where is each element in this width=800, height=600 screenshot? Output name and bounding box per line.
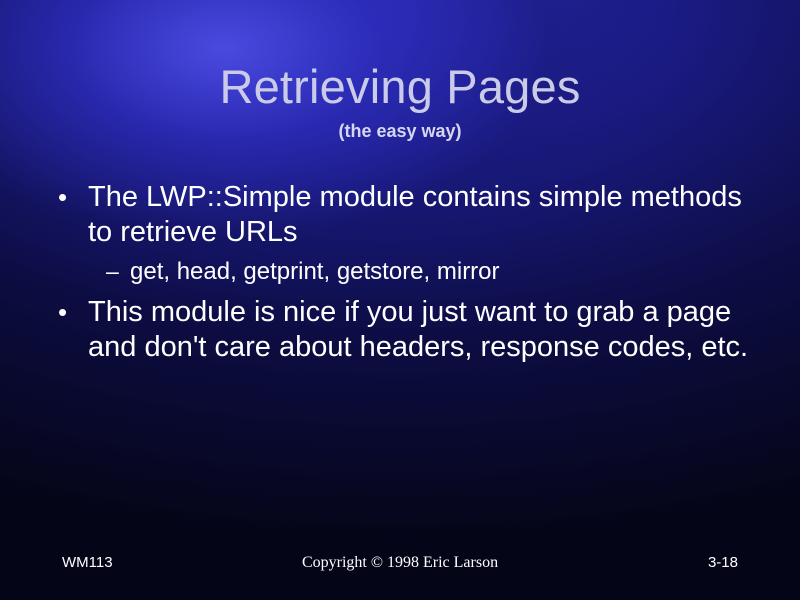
page-subtitle: (the easy way) bbox=[338, 121, 462, 142]
list-item bbox=[58, 295, 758, 366]
list-item-text: The LWP::Simple module contains simple methods to retrieve URLs bbox=[88, 181, 742, 249]
bullet-marker-icon: • bbox=[58, 296, 68, 327]
footer-course-code: WM113 bbox=[62, 554, 113, 571]
list-item-text: get, head, getprint, getstore, mirror bbox=[130, 257, 500, 285]
list-item bbox=[58, 180, 758, 251]
page-title: Retrieving Pages bbox=[219, 60, 581, 113]
bullet-list bbox=[58, 180, 758, 367]
footer-page-number: 3-18 bbox=[707, 554, 738, 571]
footer-copyright: Copyright © 1998 Eric Larson bbox=[301, 554, 499, 571]
list-item-text: This module is nice if you just want to grab a page and don't care about headers, response codes, etc. bbox=[88, 295, 749, 364]
title-block bbox=[0, 62, 800, 142]
dash-marker-icon: – bbox=[106, 257, 119, 284]
list-item bbox=[106, 257, 758, 287]
bullet-marker-icon: • bbox=[58, 182, 68, 212]
slide-footer bbox=[0, 554, 800, 574]
